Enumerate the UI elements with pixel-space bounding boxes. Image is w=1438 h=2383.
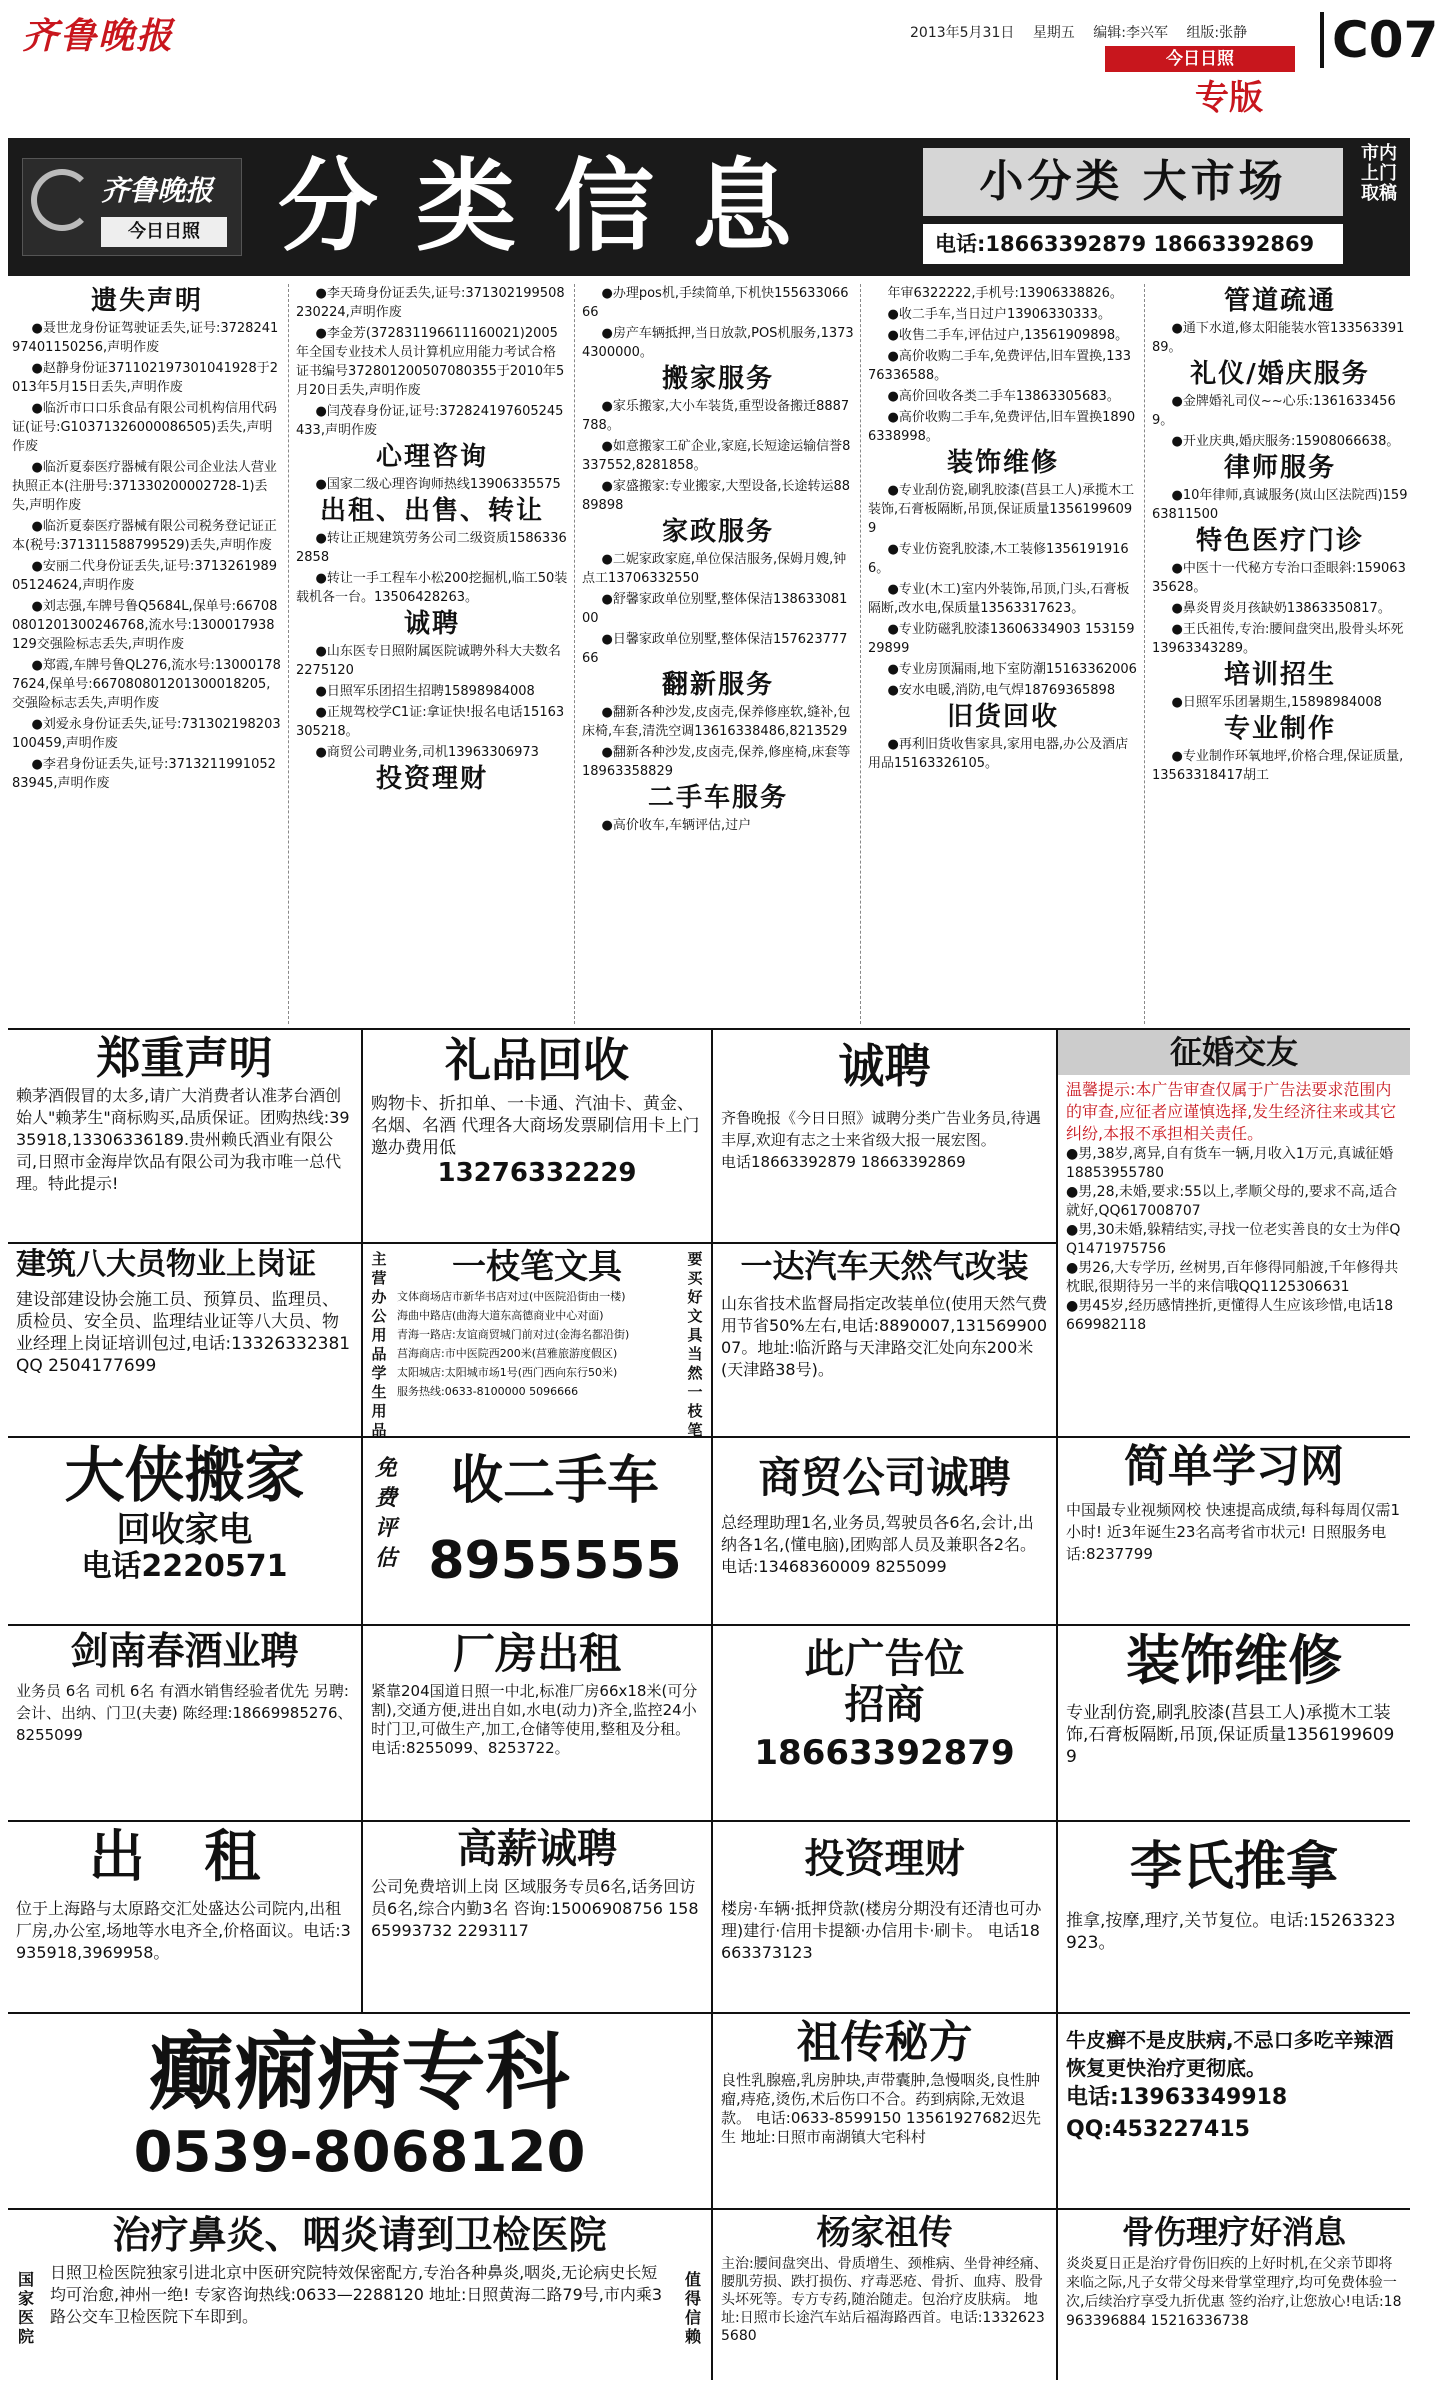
list-item: ●山东医专日照附属医院诚聘外科大夫数名2275120: [296, 644, 561, 678]
ad-body: 推拿,按摩,理疗,关节复位。电话:15263323923。: [1066, 1910, 1396, 1953]
ad-decoration: [1058, 1626, 1410, 1822]
ad-body: 山东省技术监督局指定改装单位(使用天然气费用节省50%左右,电话:8890007,13156990007。地址:临沂路与天津路交汇处向东200米(天津路38号)。: [721, 1293, 1048, 1379]
list-item: ●男,38岁,离异,自有货车一辆,月收入1万元,真诚征婚18853955780: [1066, 1145, 1394, 1181]
banner-title: 分类信息: [278, 147, 830, 265]
ad-subtitle: 回收家电: [116, 1510, 253, 1550]
ad-trade-hiring: [713, 1438, 1058, 1626]
column-divider: [860, 284, 861, 1024]
list-item: ●高价回收各类二手车13863305683。: [887, 389, 1120, 404]
ad-title: 此广告位: [804, 1636, 965, 1682]
ad-title: 投资理财: [804, 1836, 965, 1882]
ad-title: 建筑八大员物业上岗证: [16, 1247, 316, 1282]
list-item: ●专业刮仿瓷,刷乳胶漆(莒县工人)承揽木工装饰,石膏板隔断,吊顶,保证质量13561996099: [868, 483, 1135, 536]
column-5: [1152, 284, 1408, 1024]
issue-weekday: 星期五: [1032, 25, 1075, 41]
list-item: ●刘爱永身份证丢失,证号:731302198203100459,声明作废: [12, 717, 281, 751]
section-label: 专版: [1195, 78, 1263, 118]
list-item: ●男,28,未婚,要求:55以上,孝顺父母的,要求不高,适合就好,QQ617008707: [1066, 1183, 1398, 1219]
layout-editor: 组版:张静: [1186, 25, 1248, 41]
list-item: ●郑霞,车牌号鲁QL276,流水号:130001787624,保单号:667080801201300018205,交强险标志丢失,声明作废: [12, 658, 281, 711]
column-3: [582, 284, 854, 1024]
list-item: ●鼻炎胃炎月孩缺奶13863350817。: [1171, 601, 1391, 616]
list-item: ●通下水道,修太阳能装水管13356339189。: [1152, 321, 1405, 355]
list-item: ●李天琦身份证丢失,证号:371302199508230224,声明作废: [296, 286, 565, 320]
list-item: ●临沂夏泰医疗器械有限公司税务登记证正本(税号:371311588799529)丢失,声明作废: [12, 519, 277, 553]
list-item: ●家乐搬家,大小车装货,重型设备搬迁8887788。: [582, 399, 850, 433]
ad-body: 炎炎夏日正是治疗骨伤旧疾的上好时机,在父亲节即将来临之际,凡子女带父母来骨掌堂理疗,均可免费体验一次,后续治疗享受九折优惠 签约治疗,让您放心!电话:18963396884 15216336738: [1066, 2255, 1402, 2329]
column-divider: [1144, 284, 1145, 1024]
ad-title: 杨家祖传: [816, 2213, 953, 2253]
ad-epilepsy-clinic: [8, 2014, 713, 2210]
ad-moving: [8, 1438, 363, 1626]
classified-banner: [8, 138, 1410, 276]
ad-body: 总经理助理1名,业务员,驾驶员各6名,会计,出纳各1名,(懂电脑),团购部人员及兼职各2名。电话:13468360009 8255099: [721, 1513, 1037, 1577]
list-item: ●收二手车,当日过户13906330333。: [887, 307, 1111, 322]
ad-title: 李氏推拿: [1129, 1837, 1338, 1897]
ad-disclaimer: 温馨提示:本广告审查仅属于广告法要求范围内的审查,应征者应谨慎选择,发生经济往来或其它纠纷,本报不承担相关责任。: [1066, 1079, 1397, 1143]
ad-side-note: 免费评估: [374, 1456, 397, 1571]
list-item: ●开业庆典,婚庆服务:15908066638。: [1171, 434, 1400, 449]
list-item: 太阳城店:太阳城市场1号(西门西向东行50米): [397, 1366, 618, 1380]
list-item: ●专业仿瓷乳胶漆,木工装修13561919166。: [868, 542, 1129, 576]
section-heading: 遗失声明: [90, 286, 203, 316]
ad-title: 礼品回收: [445, 1033, 629, 1087]
ad-title: 诚聘: [838, 1039, 931, 1093]
list-item: ●10年律师,真诚服务(岚山区法院西)15963811500: [1152, 488, 1408, 522]
section-heading: 特色医疗门诊: [1195, 526, 1364, 556]
display-ads-grid: [8, 1028, 1410, 2378]
ad-body: 日照卫检医院独家引进北京中医研究院特效保密配方,专治各种鼻炎,咽炎,无论病史长短均可治愈,神州一绝! 专家咨询热线:0633—2288120 地址:日照黄海二路79号,市内乘3路公交车卫检医院下车即到。: [50, 2262, 663, 2326]
page-header: [0, 0, 1438, 130]
ad-side-note: 主营 办公用品 学生用品: [371, 1250, 387, 1439]
section-heading: 搬家服务: [661, 364, 774, 394]
section-heading: 出租、出售、转让: [319, 496, 544, 526]
ad-body: 良性乳腺癌,乳房肿块,声带囊肿,急慢咽炎,良性肿瘤,痔疮,烫伤,术后伤口不合。药到病除,无效退款。 电话:0633-8599150 13561927682迟先生 地址:日照市南湖镇大宅科村: [721, 2070, 1041, 2146]
issue-date: 2013年5月31日: [910, 25, 1015, 41]
ad-construction-cert: [8, 1244, 363, 1438]
ad-body: 公司免费培训上岗 区域服务专员6名,话务回访员6名,综合内勤3名 咨询:15006908756 15865993732 2293117: [371, 1877, 699, 1940]
ad-body: [397, 1287, 677, 1401]
section-heading: 家政服务: [661, 517, 774, 547]
list-item: ●金牌婚礼司仪~~心乐:13616334569。: [1152, 394, 1396, 428]
list-item: ●转让正规建筑劳务公司二级资质15863362858: [296, 531, 567, 565]
ad-secret-remedy: [713, 2014, 1058, 2210]
column-4: [868, 284, 1138, 1024]
ad-phone: 18663392879: [754, 1733, 1015, 1773]
list-item: ●临沂夏泰医疗器械有限公司企业法人营业执照正本(注册号:371330200002728-1)丢失,声明作废: [12, 460, 277, 513]
ad-phone: 0539-8068120: [133, 2119, 586, 2185]
ad-rhinitis-hospital: [8, 2210, 713, 2380]
ad-side-note: 值得信赖: [684, 2270, 701, 2346]
ad-qq: QQ:453227415: [1066, 2117, 1250, 2142]
list-item: ●男,30未婚,躲精结实,寻找一位老实善良的女士为伴QQ1471975756: [1066, 1221, 1401, 1257]
list-item: ●闫茂春身份证,证号:372824197605245433,声明作废: [296, 404, 564, 438]
list-item: 服务热线:0633-8100000 5096666: [397, 1385, 579, 1399]
list-item: ●收售二手车,评估过户,13561909898。: [887, 328, 1129, 343]
logo-sub: 今日日照: [101, 217, 227, 247]
ad-body: 楼房·车辆·抵押贷款(楼房分期没有还清也可办理)建行·信用卡提额·办信用卡·刷卡。 电话18663373123: [721, 1899, 1042, 1962]
list-item: ●专业制作环氧地坪,价格合理,保证质量,13563318417胡工: [1152, 749, 1404, 783]
section-heading: 诚聘: [403, 609, 460, 639]
list-item: 莒海商店:市中医院西200米(莒雅旅游度假区): [397, 1347, 618, 1361]
ad-body: 建设部建设协会施工员、预算员、监理员、质检员、安全员、监理结业证等八大员、物业经理上岗证培训包过,电话:13326332381 QQ 2504177699: [16, 1289, 351, 1376]
ad-header: [1058, 1030, 1410, 1075]
ad-side-note: 国家医院: [17, 2270, 34, 2346]
list-item: ●刘志强,车牌号鲁Q5684L,保单号:667080801201300246768,流水号:1300017938129交强险标志丢失,声明作废: [12, 599, 278, 652]
ad-body: 专业刮仿瓷,刷乳胶漆(莒县工人)承揽木工装饰,石膏板隔断,吊顶,保证质量13561996099: [1066, 1703, 1395, 1768]
list-item: 年审6322222,手机号:13906338826。: [887, 286, 1123, 301]
list-item: ●专业房顶漏雨,地下室防潮15163362006: [887, 662, 1137, 677]
classified-columns: [8, 284, 1410, 1024]
section-heading: 律师服务: [1223, 453, 1336, 483]
list-item: ●再利旧货收售家具,家用电器,办公及酒店用品15163326105。: [868, 737, 1129, 771]
ad-high-salary: [363, 1822, 713, 2014]
section-heading: 培训招生: [1223, 660, 1336, 690]
ad-body: 业务员 6名 司机 6名 有酒水销售经验者优先 另聘:会计、出纳、门卫(夫妻) 陈经理:18669985276、8255099: [16, 1681, 353, 1744]
list-item: ●安丽二代身份证丢失,证号:371326198905124624,声明作废: [12, 559, 278, 593]
newspaper-logo: [22, 158, 242, 256]
list-item: ●男45岁,经历感情挫折,更懂得人生应该珍惜,电话18669982118: [1066, 1297, 1394, 1333]
list-item: ●正规驾校学C1证:拿证快!报名电话15163305218。: [296, 705, 565, 739]
ad-title: 郑重声明: [96, 1033, 273, 1084]
ad-title: 一枝笔文具: [452, 1247, 622, 1287]
ad-body: 购物卡、折扣单、一卡通、汽油卡、黄金、名烟、名酒 代理各大商场发票刷信用卡上门邀办费用低: [371, 1093, 700, 1158]
ad-title: 一达汽车天然气改装: [740, 1247, 1029, 1285]
header-meta: [910, 22, 1261, 42]
ad-subtitle: 招商: [844, 1682, 925, 1728]
list-item: ●舒馨家政单位别墅,整体保洁13863308100: [582, 592, 848, 626]
ad-gift-recycle: [363, 1030, 713, 1244]
list-item: ●临沂市口口乐食品有限公司机构信用代码证(证号:G10371326000086505)丢失,声明作废: [12, 401, 277, 454]
list-item: ●聂世龙身份证驾驶证丢失,证号:372824197401150256,声明作废: [12, 321, 279, 355]
ad-title: 征婚交友: [1169, 1033, 1298, 1071]
section-heading: 装饰维修: [946, 448, 1059, 478]
list-item: ●安水电暖,消防,电气焊18769365898: [887, 683, 1116, 698]
ad-study-site: [1058, 1438, 1410, 1626]
ad-title: 收二手车: [450, 1451, 659, 1511]
ad-massage: [1058, 1822, 1410, 2014]
list-item: ●男26,大专学历, 丝树男,百年修得同船渡,千年修得共枕眠,很期待另一半的来信哦QQ1125306631: [1066, 1259, 1399, 1295]
ad-rental: [8, 1822, 363, 2014]
list-item: ●高价收购二手车,免费评估,旧车置换18906338998。: [868, 410, 1136, 444]
column-divider: [288, 284, 289, 1024]
ad-matchmaking: [1058, 1030, 1410, 1438]
section-heading: 投资理财: [375, 764, 488, 794]
ad-hiring-newspaper: [713, 1030, 1058, 1244]
ad-cng-conversion: [713, 1244, 1058, 1438]
ad-phone: 13276332229: [437, 1157, 637, 1188]
ad-title: 厂房出租: [452, 1629, 621, 1678]
list-item: ●赵静身份证371102197301041928于2013年5月15日丢失,声明作废: [12, 361, 278, 395]
list-item: ●二妮家政家庭,单位保洁服务,保姆月嫂,钟点工13706332550: [582, 552, 847, 586]
list-item: ●专业(木工)室内外装饰,吊顶,门头,石膏板隔断,改水电,保质量13563317623。: [868, 582, 1130, 616]
ad-title: 剑南春酒业聘: [70, 1629, 299, 1673]
ad-title: 简单学习网: [1124, 1441, 1344, 1492]
list-item: ●如意搬家工矿企业,家庭,长短途运输信誉8337552,8281858。: [582, 439, 851, 473]
ad-phone: 电话:13963349918: [1066, 2085, 1288, 2110]
ad-body: 赖茅酒假冒的太多,请广大消费者认准茅台酒创始人"赖茅生"商标购买,品质保证。团购热线:3935918,13306336189.贵州赖氏酒业有限公司,日照市金海岸饮品有限公司为我市唯一总代理。特此提示!: [16, 1085, 350, 1193]
logo-swirl-icon: [31, 169, 93, 231]
ad-stationery: [363, 1244, 713, 1438]
list-item: ●王氏祖传,专治:腰间盘突出,股骨头坏死13963343289。: [1152, 622, 1404, 656]
editor: 编辑:李兴军: [1093, 25, 1168, 41]
masthead: 齐鲁晚报: [22, 15, 175, 57]
ad-bone-therapy: [1058, 2210, 1410, 2380]
ad-title: 大侠搬家: [64, 1441, 305, 1511]
section-heading: 心理咨询: [375, 442, 488, 472]
ad-yang-family: [713, 2210, 1058, 2380]
ad-liquor-hiring: [8, 1626, 363, 1822]
list-item: ●转让一手工程车小松200挖掘机,临工50装载机各一台。13506428263。: [296, 571, 568, 605]
list-item: 青海一路店:友谊商贸城门前对过(金海名都沿街): [397, 1328, 630, 1342]
column-1: [12, 284, 282, 1024]
ad-title: 祖传秘方: [796, 2017, 973, 2068]
list-item: ●李金芳(372831196611160021)2005年全国专业技术人员计算机应用能力考试合格证书编号372801200507080355于2010年5月20日丢失,声明作废: [296, 326, 565, 398]
list-item: ●翻新各种沙发,皮卤壳,保养修座软,缝补,包床椅,车套,清洗空调13616338486,8213529: [582, 705, 851, 739]
section-heading: 专业制作: [1223, 714, 1336, 744]
banner-slogan: 小分类 大市场: [923, 148, 1343, 216]
ad-used-car: [363, 1438, 713, 1626]
ad-body: 位于上海路与太原路交汇处盛达公司院内,出租厂房,办公室,场地等水电齐全,价格面议。电话:3935918,3969958。: [16, 1899, 351, 1963]
ad-title: 出 租: [88, 1825, 281, 1890]
region-badge: 今日日照: [1105, 46, 1295, 72]
ad-title: 癫痫病专科: [149, 2023, 570, 2121]
ad-notice: [8, 1030, 363, 1244]
section-heading: 旧货回收: [946, 702, 1059, 732]
ad-title: 高薪诚聘: [457, 1826, 617, 1872]
section-heading: 翻新服务: [661, 670, 774, 700]
list-item: ●高价收车,车辆评估,过户: [601, 818, 752, 833]
list-item: ●家盛搬家:专业搬家,大型设备,长途转运8889898: [582, 479, 851, 513]
logo-name: 齐鲁晚报: [101, 174, 214, 207]
ad-investment: [713, 1822, 1058, 2014]
list-item: ●翻新各种沙发,皮卤壳,保养,修座椅,床套等18963358829: [582, 745, 851, 779]
column-2: [296, 284, 568, 1024]
list-item: ●高价收购二手车,免费评估,旧车置换,13376336588。: [868, 349, 1132, 383]
list-item: ●日照军乐团暑期生,15898984008: [1171, 695, 1382, 710]
ad-body: 齐鲁晚报《今日日照》诚聘分类广告业务员,待遇丰厚,欢迎有志之士来省级大报一展宏图。: [721, 1108, 1041, 1149]
section-heading: 礼仪/婚庆服务: [1190, 359, 1370, 389]
section-heading: 二手车服务: [647, 783, 788, 813]
ad-body: 主治:腰间盘突出、骨质增生、颈椎病、坐骨神经痛、腰肌劳损、跌打损伤、疗毒恶疮、骨折、血痔、股骨头坏死等。专方专药,随治随走。包治疗皮肤病。 地址:日照市长途汽车站后福海路西首。电话:13326235680: [721, 2256, 1048, 2345]
ad-title: 骨伤理疗好消息: [1121, 2213, 1346, 2251]
ad-space-available: [713, 1626, 1058, 1822]
banner-phone: 电话:18663392879 18663392869: [923, 224, 1343, 264]
list-item: 文体商场店市新华书店对过(中医院沿街由一楼): [397, 1290, 626, 1304]
page-number: C07: [1320, 12, 1438, 68]
list-item: ●专业防磁乳胶漆13606334903 15315929899: [868, 622, 1135, 656]
ad-body: 中国最专业视频网校 快速提高成绩,每科每周仅需1小时! 近3年诞生23名高考省市状元! 日照服务电话:8237799: [1066, 1500, 1401, 1563]
list-item: ●房产车辆抵押,当日放款,POS机服务,13734300000。: [582, 326, 854, 360]
ad-phone: 电话2220571: [81, 1549, 288, 1585]
list-item: ●中医十一代秘方专治口歪眼斜:15906335628。: [1152, 561, 1406, 595]
list-item: ●商贸公司聘业务,司机13963306973: [315, 745, 539, 760]
ad-factory-rent: [363, 1626, 713, 1822]
ad-phone: 电话18663392879 18663392869: [721, 1152, 966, 1171]
list-item: ●日照军乐团招生招聘15898984008: [315, 684, 535, 699]
list-item: ●办理pos机,手续简单,下机快15563306666: [582, 286, 849, 320]
ad-body: 紧靠204国道日照一中北,标准厂房66x18米(可分割),交通方便,进出自如,水电(动力)齐全,监控24小时门卫,可做生产,加工,仓储等使用,整租及分租。电话:8255099、8253722。: [371, 1682, 698, 1758]
list-item: ●国家二级心理咨询师热线13906335575: [315, 477, 561, 492]
ad-body: 牛皮癣不是皮肤病,不忌口多吃辛辣酒恢复更快治疗更彻底。: [1066, 2028, 1394, 2080]
list-item: 海曲中路店(曲海大道东高德商业中心对面): [397, 1309, 604, 1323]
banner-side-note: 市内上门取稿: [1361, 143, 1397, 204]
ad-phone: 8955555: [428, 1530, 682, 1591]
column-divider: [574, 284, 575, 1024]
section-heading: 管道疏通: [1223, 286, 1336, 316]
ad-psoriasis: [1058, 2014, 1410, 2210]
ad-title: 装饰维修: [1126, 1629, 1342, 1692]
list-item: ●日馨家政单位别墅,整体保洁15762377766: [582, 632, 848, 666]
ad-body: [1066, 1145, 1402, 1335]
list-item: ●李君身份证丢失,证号:371321199105283945,声明作废: [12, 757, 276, 791]
ad-title: 商贸公司诚聘: [758, 1453, 1011, 1502]
ad-title: 治疗鼻炎、咽炎请到卫检医院: [112, 2213, 607, 2257]
ad-side-note: 要买好文具 当然一枝笔: [687, 1250, 703, 1439]
